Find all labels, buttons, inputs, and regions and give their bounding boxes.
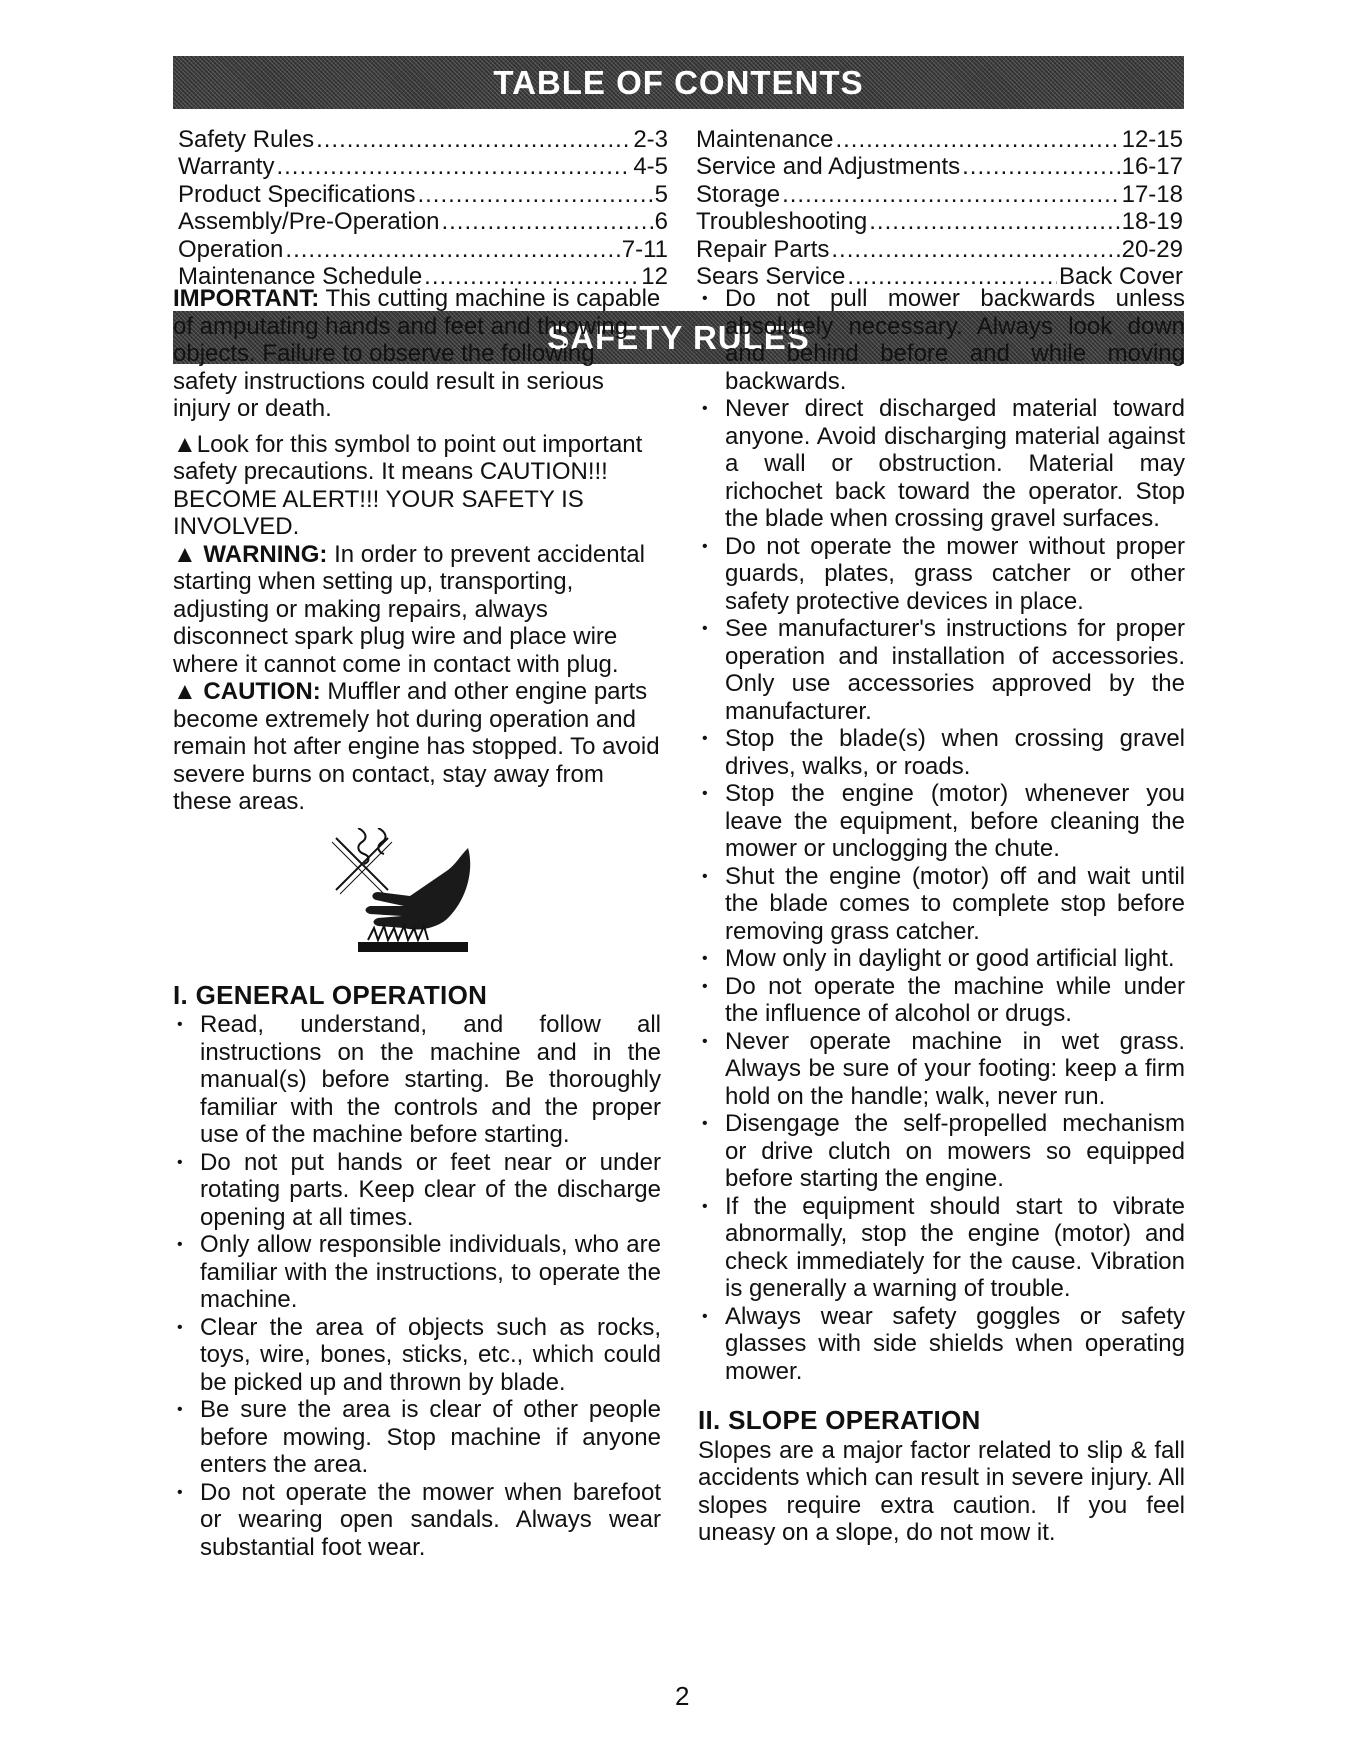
list-item: • Never direct discharged material toward anyone. Avoid discharging material against a wall or obstruction. Material may richochet back toward the operator. Stop the blade when crossing gravel surfaces. <box>698 395 1185 533</box>
slope-operation-heading: II. SLOPE OPERATION <box>698 1405 981 1435</box>
list-item: • Do not operate the mower without proper guards, plates, grass catcher or other safety protective devices in place. <box>698 533 1185 616</box>
list-item: • Shut the engine (motor) off and wait until the blade comes to complete stop before removing grass catcher. <box>698 863 1185 946</box>
list-item: • Be sure the area is clear of other people before mowing. Stop machine if anyone enters the area. <box>173 1396 661 1479</box>
general-operation-list <box>173 1011 661 1561</box>
list-item: • Do not operate the machine while under the influence of alcohol or drugs. <box>698 973 1185 1028</box>
toc-entry[interactable]: Storage ..... 17-18 <box>696 181 1183 208</box>
symbol-note: ▲Look for this symbol to point out important safety precautions. It means CAUTION!!! BECOME ALERT!!! YOUR SAFETY IS INVOLVED. <box>173 430 643 540</box>
list-item: • See manufacturer's instructions for proper operation and installation of accessories. Only use accessories approved by the manufacturer. <box>698 615 1185 725</box>
list-item: • Disengage the self-propelled mechanism or drive clutch on mowers so equipped before starting the engine. <box>698 1110 1185 1193</box>
toc-banner <box>173 56 1184 109</box>
toc-entry[interactable]: Maintenance Schedule ..... 12 <box>178 263 668 290</box>
toc-entry[interactable]: Repair Parts ..... 20-29 <box>696 236 1183 263</box>
toc-entry[interactable]: Safety Rules ..... 2-3 <box>178 126 668 153</box>
toc-entry[interactable]: Product Specifications ..... 5 <box>178 181 668 208</box>
warning-triangle-icon: ▲ <box>173 430 197 458</box>
list-item: • Read, understand, and follow all instructions on the machine and in the manual(s) before starting. Be thoroughly familiar with the controls and the proper use of the machine before starting. <box>173 1011 661 1149</box>
hot-surface-hand-icon <box>318 828 478 968</box>
list-item: • Only allow responsible individuals, who are familiar with the instructions, to operate the machine. <box>173 1231 661 1314</box>
list-item: • Always wear safety goggles or safety glasses with side shields when operating mower. <box>698 1303 1185 1386</box>
toc-entry[interactable]: Warranty ..... 4-5 <box>178 153 668 180</box>
warning-note: ▲ WARNING: In order to prevent accidental starting when setting up, transporting, adjusting or making repairs, always disconnect spark plug wire and place wire where it cannot come in contact with plug. <box>173 540 645 678</box>
warning-triangle-icon: ▲ <box>173 540 204 568</box>
list-item: • Stop the blade(s) when crossing gravel drives, walks, or roads. <box>698 725 1185 780</box>
caution-note: ▲ CAUTION: Muffler and other engine parts become extremely hot during operation and remain hot after engine has stopped. To avoid severe burns on contact, stay away from these areas. <box>173 678 660 815</box>
toc-entry[interactable]: Maintenance ..... 12-15 <box>696 126 1183 153</box>
toc-title: TABLE OF CONTENTS <box>493 63 864 101</box>
safety-rules-title: SAFETY RULES <box>547 318 810 356</box>
left-column <box>173 285 661 1561</box>
list-item: • If the equipment should start to vibrate abnormally, stop the engine (motor) and check immediately for the cause. Vibration is generally a warning of trouble. <box>698 1193 1185 1303</box>
warning-triangle-icon: ▲ <box>173 678 204 705</box>
list-item: • Do not pull mower backwards unless absolutely necessary. Always look down and behind before and while moving backwards. <box>698 285 1185 395</box>
list-item: • Clear the area of objects such as rocks, toys, wire, bones, sticks, etc., which could be picked up and thrown by blade. <box>173 1314 661 1397</box>
general-operation-heading: I. GENERAL OPERATION <box>173 979 488 1010</box>
list-item: • Do not put hands or feet near or under rotating parts. Keep clear of the discharge opening at all times. <box>173 1149 661 1232</box>
slope-operation-text: Slopes are a major factor related to slip & fall accidents which can result in severe injury. All slopes require extra caution. If you feel uneasy on a slope, do not mow it. <box>698 1436 1185 1546</box>
list-item: • Stop the engine (motor) whenever you leave the equipment, before cleaning the mower or unclogging the chute. <box>698 780 1185 863</box>
toc-right-column <box>696 126 1183 290</box>
right-column <box>698 285 1185 1547</box>
list-item: • Never operate machine in wet grass. Always be sure of your footing: keep a firm hold on the handle; walk, never run. <box>698 1028 1185 1111</box>
toc-entry[interactable]: Service and Adjustments ..... 16-17 <box>696 153 1183 180</box>
toc-left-column <box>178 126 668 290</box>
list-item: • Mow only in daylight or good artificial light. <box>698 945 1185 973</box>
toc-entry[interactable]: Assembly/Pre-Operation ..... 6 <box>178 208 668 235</box>
list-item: • Do not operate the mower when barefoot or wearing open sandals. Always wear substantial foot wear. <box>173 1479 661 1562</box>
page-number: 2 <box>675 1681 690 1711</box>
safety-list <box>698 285 1185 1385</box>
toc-entry[interactable]: Operation ..... 7-11 <box>178 236 668 263</box>
toc-entry[interactable]: Troubleshooting ..... 18-19 <box>696 208 1183 235</box>
important-note: IMPORTANT: This cutting machine is capable of amputating hands and feet and throwing objects. Failure to observe the following safety instructions could result in serious injury or death. <box>173 285 661 422</box>
toc-entry[interactable]: Sears Service ..... Back Cover <box>696 263 1183 290</box>
